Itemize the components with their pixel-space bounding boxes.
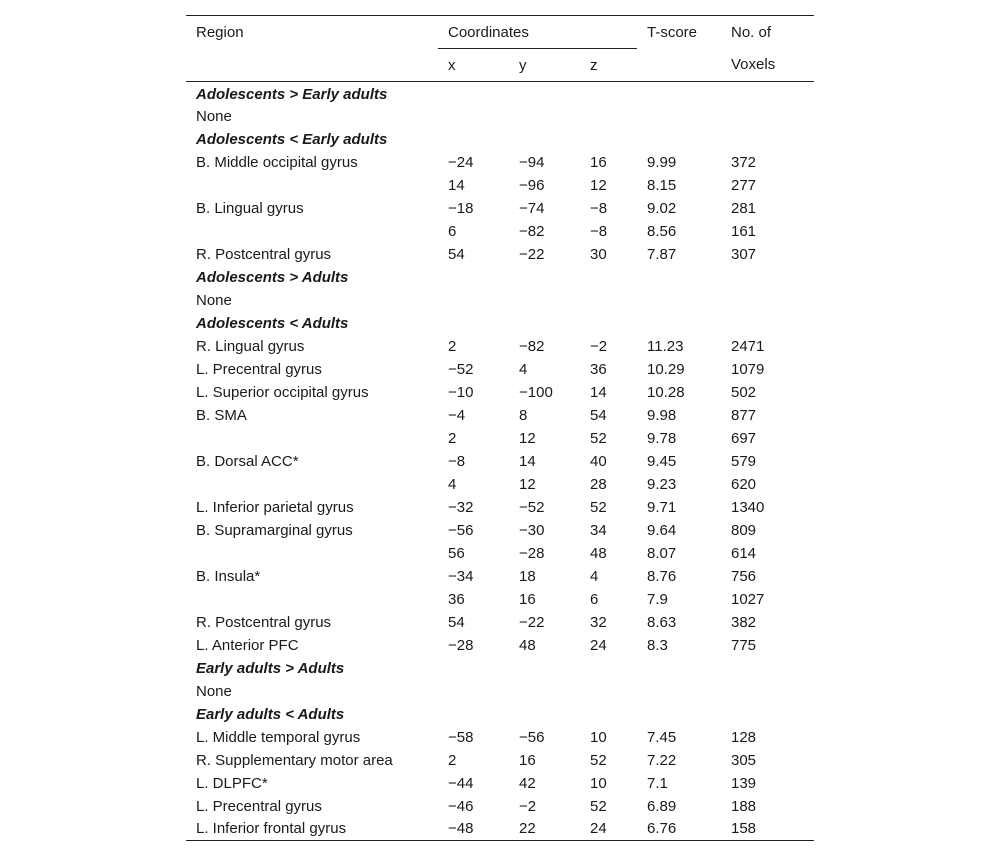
voxels-cell: 188 (731, 797, 757, 815)
y-cell: −94 (519, 153, 545, 171)
voxels-cell: 1340 (731, 498, 765, 516)
x-cell: 56 (448, 544, 465, 562)
y-cell (509, 680, 580, 703)
voxels-cell: 277 (731, 176, 757, 194)
region-cell: Adolescents > Adults (196, 268, 349, 286)
tscore-cell (637, 128, 721, 151)
table-row (186, 450, 814, 473)
region-cell: R. Lingual gyrus (196, 337, 305, 355)
z-cell (580, 105, 637, 128)
voxels-cell: 128 (731, 728, 757, 746)
z-cell: 36 (590, 360, 607, 378)
header-tscore: T-score (647, 24, 698, 41)
y-cell: −82 (519, 222, 545, 240)
tscore-cell (637, 105, 721, 128)
header-y: y (509, 49, 580, 82)
header-voxels-line2: Voxels (721, 49, 814, 82)
voxels-cell: 161 (731, 222, 757, 240)
z-cell (580, 703, 637, 726)
voxels-cell: 382 (731, 613, 757, 631)
z-cell: −8 (590, 222, 608, 240)
x-cell: 2 (448, 751, 457, 769)
x-cell: 54 (448, 245, 465, 263)
y-cell: −22 (519, 245, 545, 263)
table-row (186, 611, 814, 634)
z-cell: 52 (590, 797, 607, 815)
tscore-cell: 9.99 (647, 153, 677, 171)
z-cell: 14 (590, 383, 607, 401)
tscore-cell (637, 312, 721, 335)
header-coordinates: Coordinates (438, 16, 637, 49)
tscore-cell (637, 680, 721, 703)
region-cell: None (196, 291, 232, 309)
x-cell: −24 (448, 153, 474, 171)
z-cell (580, 128, 637, 151)
tscore-cell: 7.1 (647, 774, 668, 792)
tscore-cell: 8.56 (647, 222, 677, 240)
x-cell (438, 657, 509, 680)
table-row (186, 289, 814, 312)
region-cell: L. Middle temporal gyrus (196, 728, 361, 746)
y-cell: −30 (519, 521, 545, 539)
z-cell (580, 289, 637, 312)
y-cell (509, 703, 580, 726)
table-row (186, 335, 814, 358)
voxels-cell: 305 (731, 751, 757, 769)
table-row (186, 565, 814, 588)
table-row (186, 473, 814, 496)
y-cell: −100 (519, 383, 553, 401)
voxels-cell: 1027 (731, 590, 765, 608)
voxels-cell: 139 (731, 774, 757, 792)
z-cell: 28 (590, 475, 607, 493)
tscore-cell: 9.78 (647, 429, 677, 447)
z-cell (580, 82, 637, 105)
x-cell: 2 (448, 429, 457, 447)
z-cell: 6 (590, 590, 599, 608)
tscore-cell: 7.87 (647, 245, 677, 263)
x-cell: 14 (448, 176, 465, 194)
voxels-cell (721, 657, 814, 680)
y-cell: 16 (519, 590, 536, 608)
tscore-cell: 6.76 (647, 820, 677, 838)
z-cell: 32 (590, 613, 607, 631)
x-cell: −44 (448, 774, 474, 792)
z-cell: 30 (590, 245, 607, 263)
region-cell: Early adults < Adults (196, 705, 345, 723)
x-cell: −58 (448, 728, 474, 746)
z-cell: 10 (590, 774, 607, 792)
table-row (186, 496, 814, 519)
x-cell: −10 (448, 383, 474, 401)
voxels-cell (721, 128, 814, 151)
x-cell: −18 (448, 199, 474, 217)
z-cell: 12 (590, 176, 607, 194)
table-row (186, 542, 814, 565)
voxels-cell: 281 (731, 199, 757, 217)
x-cell (438, 266, 509, 289)
x-cell: −34 (448, 567, 474, 585)
z-cell (580, 312, 637, 335)
voxels-cell: 372 (731, 153, 757, 171)
y-cell: −52 (519, 498, 545, 516)
header-z: z (580, 49, 637, 82)
region-cell: B. Insula* (196, 567, 261, 585)
region-cell: R. Postcentral gyrus (196, 245, 332, 263)
table-body (186, 82, 814, 841)
table-row (186, 105, 814, 128)
z-cell: 16 (590, 153, 607, 171)
header-region: Region (196, 24, 244, 41)
region-cell: L. Anterior PFC (196, 636, 299, 654)
y-cell (509, 128, 580, 151)
region-cell: Adolescents > Early adults (196, 85, 388, 103)
y-cell: 16 (519, 751, 536, 769)
table-row (186, 197, 814, 220)
y-cell (509, 105, 580, 128)
z-cell: 52 (590, 429, 607, 447)
voxels-cell: 756 (731, 567, 757, 585)
region-cell: B. Dorsal ACC* (196, 452, 299, 470)
y-cell: −28 (519, 544, 545, 562)
z-cell: 40 (590, 452, 607, 470)
x-cell (438, 289, 509, 312)
z-cell: 24 (590, 820, 607, 838)
region-cell: R. Supplementary motor area (196, 751, 393, 769)
tscore-cell: 9.45 (647, 452, 677, 470)
region-cell: B. Middle occipital gyrus (196, 153, 358, 171)
results-table (186, 15, 814, 841)
region-cell: L. Superior occipital gyrus (196, 383, 369, 401)
region-cell: Adolescents < Early adults (196, 130, 388, 148)
group-header-row (186, 266, 814, 289)
table-row (186, 381, 814, 404)
tscore-cell (637, 266, 721, 289)
region-cell (186, 473, 438, 496)
tscore-cell: 8.07 (647, 544, 677, 562)
y-cell (509, 657, 580, 680)
tscore-cell: 9.98 (647, 406, 677, 424)
voxels-cell: 502 (731, 383, 757, 401)
table-row (186, 726, 814, 749)
z-cell: −8 (590, 199, 608, 217)
z-cell (580, 680, 637, 703)
y-cell: 14 (519, 452, 536, 470)
y-cell: 22 (519, 820, 536, 838)
y-cell (509, 289, 580, 312)
tscore-cell: 11.23 (647, 337, 684, 355)
y-cell: −56 (519, 728, 545, 746)
table-row (186, 427, 814, 450)
y-cell (509, 82, 580, 105)
region-cell: L. Precentral gyrus (196, 360, 322, 378)
region-cell: R. Postcentral gyrus (196, 613, 332, 631)
region-cell (186, 220, 438, 243)
group-header-row (186, 312, 814, 335)
table-row (186, 174, 814, 197)
voxels-cell: 697 (731, 429, 757, 447)
x-cell (438, 128, 509, 151)
y-cell: 48 (519, 636, 536, 654)
y-cell: 12 (519, 475, 536, 493)
tscore-cell: 9.23 (647, 475, 677, 493)
table-row (186, 749, 814, 772)
region-cell (186, 542, 438, 565)
voxels-cell (721, 680, 814, 703)
z-cell: 4 (590, 567, 599, 585)
region-cell (186, 588, 438, 611)
tscore-cell: 8.76 (647, 567, 677, 585)
y-cell: −22 (519, 613, 545, 631)
x-cell: 2 (448, 337, 457, 355)
table-row (186, 795, 814, 818)
y-cell: −2 (519, 797, 537, 815)
region-cell: None (196, 107, 232, 125)
x-cell: −32 (448, 498, 474, 516)
tscore-cell: 8.15 (647, 176, 677, 194)
tscore-cell: 7.9 (647, 590, 668, 608)
voxels-cell: 877 (731, 406, 757, 424)
voxels-cell (721, 289, 814, 312)
x-cell: −56 (448, 521, 474, 539)
z-cell: 24 (590, 636, 607, 654)
x-cell (438, 680, 509, 703)
z-cell: 48 (590, 544, 607, 562)
voxels-cell: 158 (731, 820, 757, 838)
z-cell: 10 (590, 728, 607, 746)
tscore-cell: 9.02 (647, 199, 677, 217)
voxels-cell (721, 105, 814, 128)
voxels-cell (721, 266, 814, 289)
region-cell: Adolescents < Adults (196, 314, 349, 332)
table-row (186, 772, 814, 795)
tscore-cell (637, 703, 721, 726)
group-header-row (186, 703, 814, 726)
tscore-cell: 8.63 (647, 613, 677, 631)
y-cell: −74 (519, 199, 545, 217)
region-cell: L. Inferior frontal gyrus (196, 820, 347, 838)
y-cell: 18 (519, 567, 536, 585)
voxels-cell: 579 (731, 452, 757, 470)
z-cell: 54 (590, 406, 607, 424)
z-cell: 52 (590, 498, 607, 516)
header-region-blank (186, 49, 438, 82)
region-cell (186, 174, 438, 197)
table-row (186, 220, 814, 243)
group-header-row (186, 82, 814, 105)
voxels-cell: 775 (731, 636, 757, 654)
x-cell: −4 (448, 406, 466, 424)
group-header-row (186, 128, 814, 151)
table-row (186, 243, 814, 266)
region-cell: None (196, 682, 232, 700)
x-cell (438, 105, 509, 128)
region-cell: B. Lingual gyrus (196, 199, 304, 217)
group-header-row (186, 657, 814, 680)
tscore-cell: 10.29 (647, 360, 685, 378)
table-row (186, 151, 814, 174)
y-cell: −96 (519, 176, 545, 194)
y-cell: 42 (519, 774, 536, 792)
tscore-cell: 7.45 (647, 728, 677, 746)
x-cell: 6 (448, 222, 457, 240)
y-cell (509, 266, 580, 289)
voxels-cell (721, 82, 814, 105)
region-cell (186, 427, 438, 450)
tscore-cell: 6.89 (647, 797, 677, 815)
table-row (186, 358, 814, 381)
region-cell: Early adults > Adults (196, 659, 345, 677)
y-cell: −82 (519, 337, 545, 355)
header-voxels-line1: No. of (731, 24, 772, 41)
voxels-cell: 614 (731, 544, 757, 562)
header-x: x (438, 49, 509, 82)
header-tscore-blank (637, 49, 721, 82)
y-cell (509, 312, 580, 335)
x-cell: 4 (448, 475, 457, 493)
voxels-cell: 1079 (731, 360, 765, 378)
z-cell: 52 (590, 751, 607, 769)
tscore-cell: 9.71 (647, 498, 677, 516)
table-row (186, 634, 814, 657)
region-cell: L. Inferior parietal gyrus (196, 498, 354, 516)
region-cell: L. DLPFC* (196, 774, 268, 792)
y-cell: 4 (519, 360, 528, 378)
x-cell: −46 (448, 797, 474, 815)
tscore-cell: 8.3 (647, 636, 668, 654)
x-cell: −28 (448, 636, 474, 654)
table-row (186, 519, 814, 542)
region-cell: B. Supramarginal gyrus (196, 521, 353, 539)
tscore-cell (637, 289, 721, 312)
tscore-cell: 7.22 (647, 751, 677, 769)
tscore-cell (637, 657, 721, 680)
z-cell: −2 (590, 337, 608, 355)
voxels-cell: 307 (731, 245, 757, 263)
voxels-cell (721, 312, 814, 335)
z-cell: 34 (590, 521, 607, 539)
y-cell: 12 (519, 429, 536, 447)
voxels-cell (721, 703, 814, 726)
x-cell: 36 (448, 590, 465, 608)
table-header (186, 16, 814, 82)
table-row (186, 818, 814, 841)
region-cell: B. SMA (196, 406, 247, 424)
voxels-cell: 809 (731, 521, 757, 539)
x-cell: −52 (448, 360, 474, 378)
table-row (186, 680, 814, 703)
voxels-cell: 2471 (731, 337, 765, 355)
voxels-cell: 620 (731, 475, 757, 493)
z-cell (580, 266, 637, 289)
region-cell: L. Precentral gyrus (196, 797, 322, 815)
x-cell (438, 703, 509, 726)
table-row (186, 588, 814, 611)
tscore-cell: 9.64 (647, 521, 677, 539)
tscore-cell (637, 82, 721, 105)
x-cell: −48 (448, 820, 474, 838)
table-row (186, 404, 814, 427)
x-cell: −8 (448, 452, 466, 470)
tscore-cell: 10.28 (647, 383, 685, 401)
x-cell: 54 (448, 613, 465, 631)
x-cell (438, 82, 509, 105)
x-cell (438, 312, 509, 335)
z-cell (580, 657, 637, 680)
y-cell: 8 (519, 406, 528, 424)
